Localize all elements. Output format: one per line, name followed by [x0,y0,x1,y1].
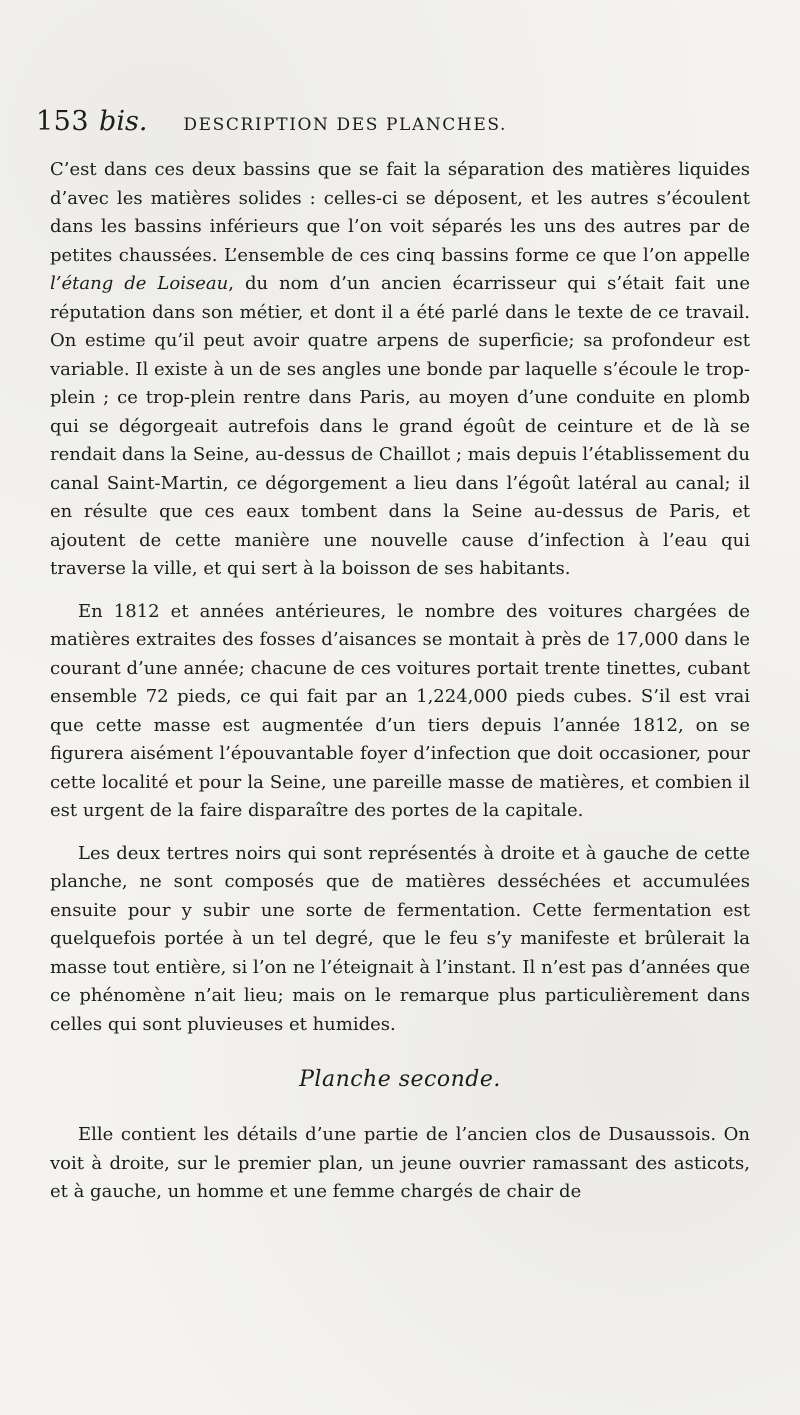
paragraph-1-emphasis: l’étang de Loiseau [50,273,229,294]
section-paragraph: Elle contient les détails d’une partie de l’ancien clos de Dusaussois. On voit à droite, sur le premier plan, un jeune ouvrier ramassant des asticots, et à gauche, un homme et une femme chargés de chair de [50,1124,750,1202]
paragraph-1 [50,156,750,584]
page-number: 153 [36,106,90,137]
running-title: DESCRIPTION DES PLANCHES. [183,115,507,135]
section-title: Planche seconde. [299,1067,501,1092]
main-text [50,156,750,1221]
page-number-suffix: bis. [99,106,148,137]
paragraph-1-text-before: C’est dans ces deux bassins que se fait la séparation des matières liquides d’avec les matières solides : celles-ci se déposent, et les autres s’écoulent dans les bassins inférieurs que l’on voit séparés les uns des autres par de petites chaussées. L’ensemble de ces cinq bassins forme ce que l’on appelle [50,159,750,266]
page-header [36,106,756,146]
paragraph-3: Les deux tertres noirs qui sont représentés à droite et à gauche de cette planche, ne sont composés que de matières desséchées et accumulées ensuite pour y subir une sorte de fermentation. Cette fermentation est quelquefois portée à un tel degré, que le feu s’y manifeste et brûlerait la masse tout entière, si l’on ne l’éteignait à l’instant. Il n’est pas d’années que ce phénomène n’ait lieu; mais on le remarque plus particulièrement dans celles qui sont pluvieuses et humides. [50,842,750,1035]
paragraph-1-text-after: , du nom d’un ancien écarrisseur qui s’était fait une réputation dans son métier, et dont il a été parlé dans le texte de ce travail. On estime qu’il peut avoir quatre arpens de superficie; sa profondeur est variable. Il existe à un de ses angles une bonde par laquelle s’écoule le trop-plein ; ce trop-plein rentre dans Paris, au moyen d’une conduite en plomb qui se dégorgeait autrefois dans le grand égoût de ceinture et de là se rendait dans la Seine, au-dessus de Chaillot ; mais depuis l’établissement du canal Saint-Martin, ce dégorgement a lieu dans l’égoût latéral au canal; il en résulte que ces eaux tombent dans la Seine au-dessus de Paris, et ajoutent de cette manière une nouvelle cause d’infection à l’eau qui traverse la ville, et qui sert à la boisson de ses habitants. [50,273,750,579]
paragraph-2: En 1812 et années antérieures, le nombre des voitures chargées de matières extraites des fosses d’aisances se montait à près de 17,000 dans le courant d’une année; chacune de ces voitures portait trente tinettes, cubant ensemble 72 pieds, ce qui fait par an 1,224,000 pieds cubes. S’il est vrai que cette masse est augmentée d’un tiers depuis l’année 1812, on se figurera aisément l’épouvantable foyer d’infection que doit occasioner, pour cette localité et pour la Seine, une pareille masse de matières, et combien il est urgent de la faire disparaître des portes de la capitale. [50,600,750,821]
